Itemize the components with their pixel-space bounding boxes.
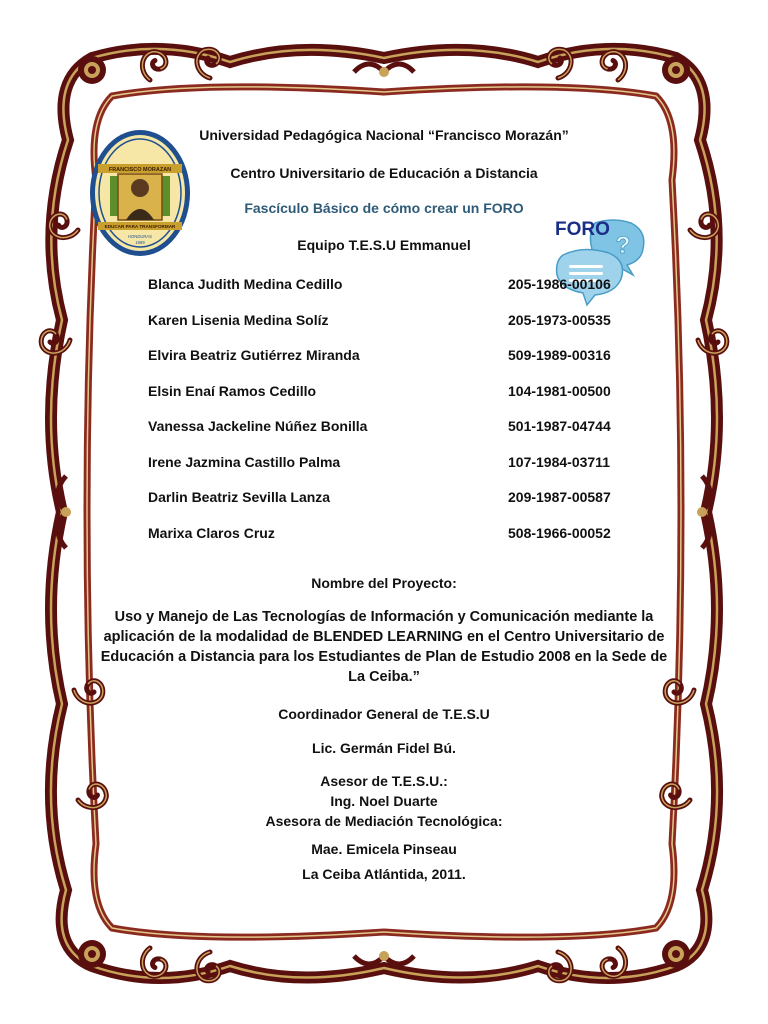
foro-chat-bubbles-icon [553,215,648,307]
mediation-title: Asesora de Mediación Tecnológica: [265,813,503,829]
logo-motto: EDUCAR PARA TRANSFORMAR [104,224,176,229]
university-name: Universidad Pedagógica Nacional “Francisco Morazán” [199,127,569,143]
place-date: La Ceiba Atlántida, 2011. [302,866,466,882]
logo-year: 1989 [135,240,145,245]
coordinator-name: Lic. Germán Fidel Bú. [312,740,456,756]
member-id: 508-1966-00052 [508,525,611,541]
member-name: Karen Lisenia Medina Solíz [148,312,329,328]
member-name: Marixa Claros Cruz [148,525,275,541]
mediation-name: Mae. Emicela Pinseau [311,841,457,857]
logo-banner: FRANCISCO MORAZAN [108,167,172,173]
member-name: Irene Jazmina Castillo Palma [148,454,341,470]
project-heading: Nombre del Proyecto: [311,575,457,591]
member-id: 205-1973-00535 [508,312,611,328]
member-id: 509-1989-00316 [508,347,611,363]
member-name: Elvira Beatriz Gutiérrez Miranda [148,347,360,363]
advisor-title: Asesor de T.E.S.U.: [320,773,448,789]
document-subtitle: Fascículo Básico de cómo crear un FORO [244,200,524,216]
advisor-name: Ing. Noel Duarte [330,793,438,809]
member-name: Darlin Beatriz Sevilla Lanza [148,489,331,505]
member-id: 205-1986-00106 [508,276,611,292]
coordinator-title: Coordinador General de T.E.S.U [278,706,490,722]
team-name: Equipo T.E.S.U Emmanuel [297,237,471,253]
foro-label: FORO [555,219,610,240]
member-name: Blanca Judith Medina Cedillo [148,276,343,292]
center-name: Centro Universitario de Educación a Distancia [230,165,538,181]
project-description: Uso y Manejo de Las Tecnologías de Información y Comunicación mediante la aplicación de la modalidad de BLENDED LEARNING en el Centro Universitario de Educación a Distancia para los Estudiantes de Plan de Estudio 2008 en la Sede de La Ceiba.” [100,609,668,685]
member-name: Elsin Enaí Ramos Cedillo [148,383,317,399]
member-id: 107-1984-03711 [508,454,610,470]
member-id: 501-1987-04744 [508,418,611,434]
member-name: Vanessa Jackeline Núñez Bonilla [148,418,368,434]
member-id: 104-1981-00500 [508,383,611,399]
question-mark-icon: ? [615,232,631,259]
member-id: 209-1987-00587 [508,489,611,505]
logo-country: HONDURAS [128,234,152,239]
